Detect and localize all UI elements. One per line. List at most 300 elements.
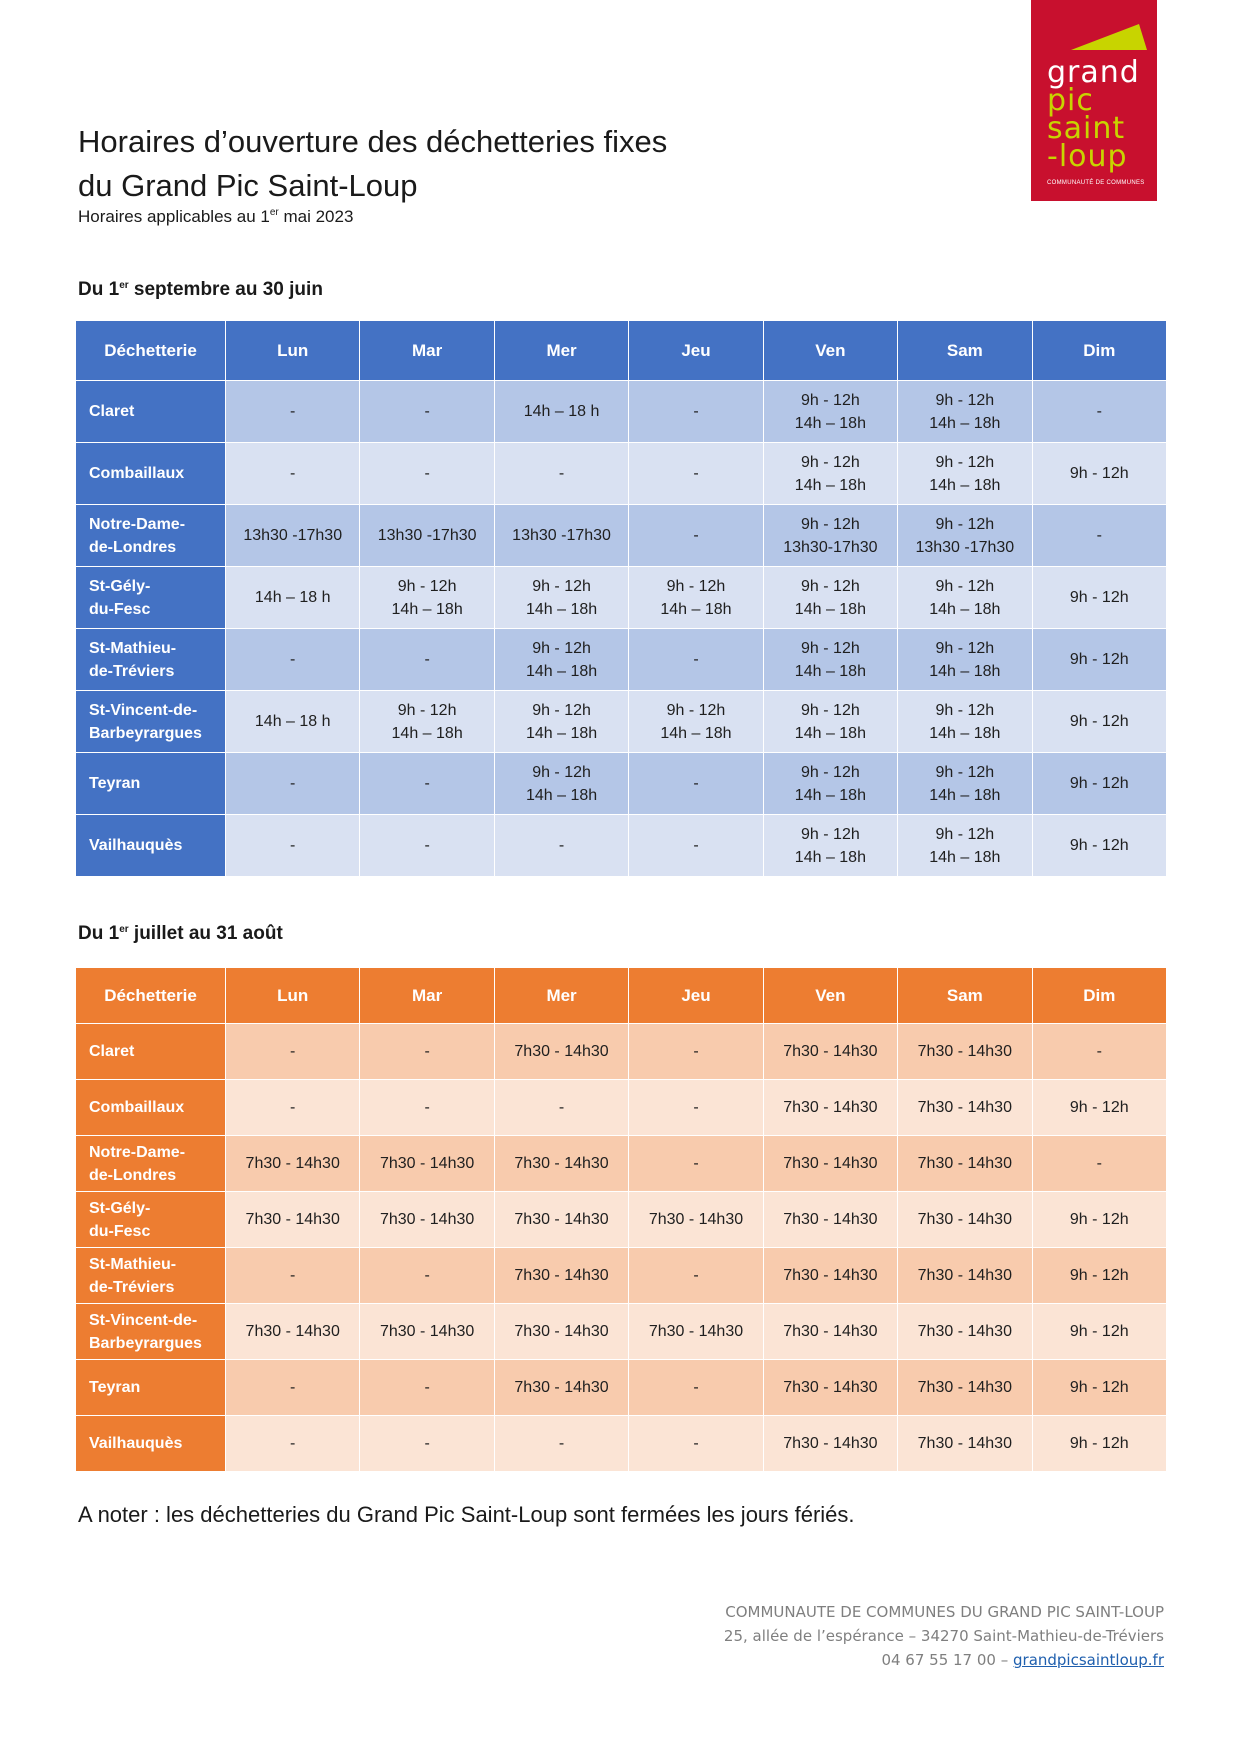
- schedule-table-july-august: [75, 967, 1167, 1472]
- logo-word-saint: saint: [1047, 111, 1126, 146]
- hours-cell: [763, 1304, 897, 1360]
- facility-name: [76, 753, 226, 815]
- hours-cell: [898, 1304, 1032, 1360]
- hours-line: -: [424, 651, 430, 668]
- hours-line: 7h30 - 14h30: [514, 1379, 609, 1396]
- table-row: [76, 1192, 1167, 1248]
- hours-line: 9h - 12h: [935, 701, 995, 719]
- hours-cell: [629, 381, 763, 443]
- hours-cell: [226, 1192, 360, 1248]
- hours-cell: [1032, 815, 1166, 877]
- hours-cell: [763, 1192, 897, 1248]
- hours-line: -: [290, 1379, 296, 1396]
- hours-cell: [226, 1024, 360, 1080]
- facility-name-line: Claret: [89, 1043, 135, 1060]
- column-header: Sam: [898, 321, 1032, 381]
- facility-name-line: de-Tréviers: [89, 1278, 175, 1296]
- hours-line: 9h - 12h: [1069, 775, 1129, 792]
- hours-line: 7h30 - 14h30: [783, 1323, 878, 1340]
- facility-name-line: Claret: [89, 403, 135, 420]
- hours-cell: [763, 1024, 897, 1080]
- hours-line: -: [558, 465, 565, 482]
- hours-line: 14h – 18h: [794, 724, 866, 742]
- hours-line: -: [290, 837, 296, 854]
- table-row: [76, 1416, 1167, 1472]
- footer-address: 25, allée de l’espérance – 34270 Saint-Mathieu-de-Tréviers: [723, 1627, 1164, 1645]
- facility-name: [76, 1360, 226, 1416]
- hours-line: -: [693, 837, 699, 854]
- hours-line: 9h - 12h: [801, 453, 860, 471]
- table-row: [76, 691, 1167, 753]
- hours-cell: [1032, 1192, 1166, 1248]
- facility-name: [76, 815, 226, 877]
- hours-line: 14h – 18h: [525, 786, 598, 804]
- column-header: Déchetterie: [76, 968, 226, 1024]
- hours-line: 7h30 - 14h30: [783, 1267, 878, 1284]
- hours-cell: [1032, 1080, 1166, 1136]
- footer: [724, 1600, 1164, 1672]
- hours-cell: [1032, 1248, 1166, 1304]
- hours-cell: [494, 815, 628, 877]
- column-header: Dim: [1032, 968, 1166, 1024]
- table-row: [76, 1024, 1167, 1080]
- hours-line: 9h - 12h: [935, 825, 995, 843]
- facility-name: [76, 567, 226, 629]
- facility-name: [76, 1192, 226, 1248]
- hours-line: 9h - 12h: [1069, 589, 1129, 606]
- hours-cell: [629, 1192, 763, 1248]
- hours-cell: [360, 1024, 494, 1080]
- hours-line: 14h – 18h: [525, 724, 598, 742]
- hours-line: 7h30 - 14h30: [514, 1155, 609, 1172]
- hours-cell: [494, 1304, 628, 1360]
- hours-line: 9h - 12h: [1069, 1323, 1129, 1340]
- hours-line: 9h - 12h: [935, 453, 995, 471]
- hours-line: 7h30 - 14h30: [648, 1323, 744, 1340]
- hours-line: -: [290, 1099, 296, 1116]
- hours-cell: [494, 381, 628, 443]
- hours-line: 7h30 - 14h30: [783, 1211, 878, 1228]
- hours-line: 9h - 12h: [935, 639, 995, 657]
- column-header: Dim: [1032, 321, 1166, 381]
- subtitle-date: mai 2023: [278, 207, 354, 226]
- table-row: [76, 753, 1167, 815]
- hours-line: 9h - 12h: [801, 639, 860, 657]
- hours-line: 9h - 12h: [397, 701, 457, 719]
- hours-line: 14h – 18h: [794, 476, 866, 494]
- table-row: [76, 505, 1167, 567]
- hours-line: 14h – 18h: [660, 600, 732, 618]
- hours-line: 14h – 18h: [794, 414, 866, 432]
- hours-cell: [1032, 567, 1166, 629]
- hours-cell: [494, 1136, 628, 1192]
- hours-cell: [494, 753, 628, 815]
- hours-cell: [763, 443, 897, 505]
- hours-cell: [629, 1080, 763, 1136]
- hours-line: 14h – 18h: [929, 724, 1001, 742]
- table-header-row: [76, 321, 1167, 381]
- hours-line: 7h30 - 14h30: [379, 1155, 475, 1172]
- hours-line: -: [693, 1043, 699, 1060]
- hours-cell: [226, 815, 360, 877]
- facility-name-line: Teyran: [89, 775, 141, 792]
- hours-line: -: [693, 1379, 699, 1396]
- period1-title-pre: Du 1: [78, 279, 120, 300]
- facility-name-line: St-Mathieu-: [89, 1255, 177, 1273]
- hours-line: 14h – 18h: [525, 600, 598, 618]
- table-row: [76, 1248, 1167, 1304]
- hours-cell: [898, 443, 1032, 505]
- table-row: [76, 381, 1167, 443]
- hours-cell: [763, 691, 897, 753]
- hours-line: -: [424, 1099, 430, 1116]
- facility-name-line: St-Gély-: [89, 577, 151, 595]
- grand-pic-saint-loup-logo: [1031, 0, 1157, 201]
- hours-cell: [1032, 753, 1166, 815]
- hours-cell: [763, 753, 897, 815]
- hours-line: 14h – 18 h: [254, 589, 331, 606]
- hours-cell: [629, 1416, 763, 1472]
- hours-cell: [629, 1304, 763, 1360]
- hours-line: 7h30 - 14h30: [514, 1323, 609, 1340]
- hours-line: 9h - 12h: [1069, 1099, 1129, 1116]
- hours-cell: [763, 567, 897, 629]
- facility-name-line: St-Vincent-de-: [89, 1311, 198, 1329]
- footer-contact: [724, 1648, 1164, 1672]
- footer-website-link[interactable]: grandpicsaintloup.fr: [1013, 1651, 1164, 1669]
- hours-cell: [763, 1136, 897, 1192]
- hours-line: 14h – 18h: [794, 662, 866, 680]
- hours-line: 7h30 - 14h30: [783, 1155, 878, 1172]
- table-row: [76, 1136, 1167, 1192]
- hours-cell: [629, 1136, 763, 1192]
- hours-line: 14h – 18h: [794, 848, 866, 866]
- hours-line: 14h – 18h: [391, 724, 463, 742]
- facility-name: [76, 505, 226, 567]
- footer-org: COMMUNAUTE DE COMMUNES DU GRAND PIC SAINT-LOUP: [725, 1603, 1164, 1621]
- page-title-line2: du Grand Pic Saint-Loup: [78, 168, 418, 203]
- hours-cell: [629, 1024, 763, 1080]
- hours-cell: [1032, 1416, 1166, 1472]
- hours-line: 9h - 12h: [1069, 1435, 1129, 1452]
- hours-cell: [763, 505, 897, 567]
- hours-line: 7h30 - 14h30: [245, 1323, 340, 1340]
- hours-line: -: [1096, 403, 1102, 420]
- hours-cell: [763, 815, 897, 877]
- table-header-row: [76, 968, 1167, 1024]
- hours-cell: [629, 629, 763, 691]
- hours-line: 7h30 - 14h30: [917, 1155, 1012, 1172]
- facility-name: [76, 1080, 226, 1136]
- period2-title-post: juillet au 31 août: [128, 923, 283, 944]
- hours-line: 7h30 - 14h30: [783, 1435, 878, 1452]
- hours-line: 9h - 12h: [935, 577, 995, 595]
- page-title-line1: Horaires d’ouverture des déchetteries fixes: [78, 124, 668, 159]
- hours-cell: [1032, 381, 1166, 443]
- facility-name-line: St-Mathieu-: [89, 639, 177, 657]
- hours-line: 7h30 - 14h30: [917, 1043, 1012, 1060]
- hours-cell: [763, 1248, 897, 1304]
- facility-name-line: Notre-Dame-: [89, 1143, 186, 1161]
- hours-cell: [898, 1416, 1032, 1472]
- hours-cell: [1032, 1304, 1166, 1360]
- column-header: Lun: [226, 321, 360, 381]
- hours-cell: [360, 1360, 494, 1416]
- facility-name: [76, 691, 226, 753]
- hours-cell: [898, 1136, 1032, 1192]
- hours-cell: [898, 629, 1032, 691]
- facility-name-line: St-Vincent-de-: [89, 701, 198, 719]
- hours-cell: [1032, 691, 1166, 753]
- hours-cell: [494, 1248, 628, 1304]
- hours-line: -: [693, 465, 699, 482]
- hours-cell: [898, 815, 1032, 877]
- hours-line: -: [290, 1043, 296, 1060]
- hours-line: 14h – 18 h: [254, 713, 331, 730]
- hours-line: 9h - 12h: [935, 763, 995, 781]
- hours-line: 9h - 12h: [1069, 837, 1129, 854]
- column-header: Mer: [494, 968, 628, 1024]
- hours-cell: [360, 1080, 494, 1136]
- hours-line: 13h30 -17h30: [915, 538, 1015, 556]
- hours-line: -: [424, 1379, 430, 1396]
- page-subtitle: [78, 207, 353, 227]
- facility-name: [76, 1248, 226, 1304]
- hours-cell: [226, 567, 360, 629]
- hours-line: 9h - 12h: [1069, 1211, 1129, 1228]
- hours-line: 9h - 12h: [801, 701, 860, 719]
- hours-line: -: [424, 465, 430, 482]
- hours-cell: [226, 1304, 360, 1360]
- hours-line: 13h30 -17h30: [243, 527, 343, 544]
- hours-line: 7h30 - 14h30: [917, 1435, 1012, 1452]
- hours-cell: [494, 1024, 628, 1080]
- hours-cell: [226, 1080, 360, 1136]
- hours-cell: [898, 691, 1032, 753]
- period1-title: [78, 279, 323, 301]
- hours-line: -: [693, 775, 699, 792]
- hours-cell: [629, 753, 763, 815]
- hours-line: 9h - 12h: [1069, 465, 1129, 482]
- hours-line: 13h30 -17h30: [377, 527, 477, 544]
- hours-line: 7h30 - 14h30: [245, 1155, 340, 1172]
- hours-line: 14h – 18h: [794, 600, 866, 618]
- facility-name-line: Barbeyrargues: [89, 724, 202, 742]
- hours-line: 14h – 18h: [660, 724, 732, 742]
- hours-cell: [494, 1080, 628, 1136]
- hours-line: -: [693, 1267, 699, 1284]
- hours-line: -: [558, 1099, 565, 1116]
- hours-cell: [763, 1416, 897, 1472]
- hours-cell: [360, 1304, 494, 1360]
- hours-cell: [494, 567, 628, 629]
- hours-line: 9h - 12h: [532, 763, 591, 781]
- hours-cell: [1032, 1136, 1166, 1192]
- hours-line: 14h – 18h: [929, 414, 1001, 432]
- facility-name: [76, 1416, 226, 1472]
- hours-cell: [629, 1360, 763, 1416]
- hours-line: 9h - 12h: [397, 577, 457, 595]
- hours-cell: [898, 567, 1032, 629]
- hours-line: 9h - 12h: [801, 391, 860, 409]
- hours-line: 7h30 - 14h30: [514, 1043, 609, 1060]
- facility-name-line: de-Tréviers: [89, 662, 175, 680]
- hours-line: -: [290, 1267, 296, 1284]
- hours-line: -: [693, 651, 699, 668]
- column-header: Sam: [898, 968, 1032, 1024]
- facility-name-line: Notre-Dame-: [89, 515, 186, 533]
- hours-line: 9h - 12h: [801, 763, 860, 781]
- hours-line: -: [693, 1155, 699, 1172]
- hours-line: 14h – 18 h: [523, 403, 600, 420]
- hours-cell: [360, 505, 494, 567]
- hours-cell: [226, 1136, 360, 1192]
- hours-line: -: [290, 651, 296, 668]
- hours-cell: [360, 381, 494, 443]
- hours-line: 7h30 - 14h30: [245, 1211, 340, 1228]
- hours-cell: [494, 443, 628, 505]
- hours-line: -: [693, 1099, 699, 1116]
- hours-cell: [763, 381, 897, 443]
- hours-cell: [226, 443, 360, 505]
- facility-name-line: du-Fesc: [89, 1222, 151, 1240]
- hours-line: 14h – 18h: [391, 600, 463, 618]
- schedule-table-september-june: [75, 320, 1167, 877]
- hours-line: 7h30 - 14h30: [783, 1043, 878, 1060]
- hours-cell: [226, 1360, 360, 1416]
- holiday-note: A noter : les déchetteries du Grand Pic Saint-Loup sont fermées les jours fériés.: [78, 1502, 855, 1527]
- hours-line: 13h30 -17h30: [512, 527, 611, 544]
- hours-cell: [360, 691, 494, 753]
- table-row: [76, 1304, 1167, 1360]
- hours-cell: [360, 1248, 494, 1304]
- facility-name: [76, 1136, 226, 1192]
- hours-line: 7h30 - 14h30: [917, 1211, 1012, 1228]
- footer-phone: 04 67 55 17 00 –: [881, 1651, 1013, 1669]
- hours-cell: [898, 505, 1032, 567]
- hours-cell: [226, 505, 360, 567]
- hours-line: -: [558, 837, 565, 854]
- hours-cell: [226, 1416, 360, 1472]
- hours-line: 9h - 12h: [801, 515, 860, 533]
- hours-cell: [898, 1248, 1032, 1304]
- facility-name: [76, 1024, 226, 1080]
- hours-line: -: [693, 527, 699, 544]
- hours-cell: [629, 1248, 763, 1304]
- facility-name-line: Combaillaux: [89, 1099, 185, 1116]
- hours-line: -: [424, 1267, 430, 1284]
- hours-line: -: [558, 1435, 565, 1452]
- hours-line: -: [1096, 1155, 1102, 1172]
- column-header: Déchetterie: [76, 321, 226, 381]
- hours-line: 9h - 12h: [532, 577, 591, 595]
- hours-line: -: [693, 1435, 699, 1452]
- hours-line: 7h30 - 14h30: [917, 1267, 1012, 1284]
- hours-cell: [226, 691, 360, 753]
- hours-cell: [763, 629, 897, 691]
- logo-tagline: COMMUNAUTÉ DE COMMUNES: [1047, 180, 1145, 186]
- hours-cell: [898, 1024, 1032, 1080]
- hours-cell: [226, 753, 360, 815]
- facility-name-line: du-Fesc: [89, 600, 151, 618]
- facility-name-line: St-Gély-: [89, 1199, 151, 1217]
- facility-name: [76, 629, 226, 691]
- hours-cell: [360, 1192, 494, 1248]
- hours-line: -: [424, 403, 430, 420]
- hours-line: 14h – 18h: [929, 662, 1001, 680]
- logo-word-loup: -loup: [1047, 139, 1128, 174]
- hours-line: 9h - 12h: [801, 825, 860, 843]
- period2-title-pre: Du 1: [78, 923, 120, 944]
- facility-name: [76, 1304, 226, 1360]
- hours-cell: [629, 691, 763, 753]
- hours-cell: [1032, 629, 1166, 691]
- hours-line: 7h30 - 14h30: [379, 1211, 475, 1228]
- hours-cell: [1032, 505, 1166, 567]
- hours-cell: [629, 815, 763, 877]
- hours-line: 9h - 12h: [935, 391, 995, 409]
- hours-line: 14h – 18h: [525, 662, 598, 680]
- hours-line: 7h30 - 14h30: [514, 1211, 609, 1228]
- hours-line: 7h30 - 14h30: [917, 1379, 1012, 1396]
- hours-line: 7h30 - 14h30: [917, 1099, 1012, 1116]
- hours-line: 7h30 - 14h30: [783, 1379, 878, 1396]
- facility-name-line: Combaillaux: [89, 465, 185, 482]
- subtitle-sup: er: [269, 207, 279, 218]
- hours-cell: [360, 1136, 494, 1192]
- hours-cell: [898, 1080, 1032, 1136]
- hours-cell: [360, 629, 494, 691]
- period2-title: [78, 923, 283, 945]
- column-header: Ven: [763, 321, 897, 381]
- hours-cell: [494, 1360, 628, 1416]
- hours-cell: [898, 381, 1032, 443]
- hours-line: 9h - 12h: [1069, 1267, 1129, 1284]
- hours-cell: [494, 629, 628, 691]
- hours-line: 7h30 - 14h30: [648, 1211, 744, 1228]
- column-header: Jeu: [629, 321, 763, 381]
- facility-name-line: de-Londres: [89, 1166, 177, 1184]
- period2-title-sup: er: [119, 924, 129, 935]
- period1-title-sup: er: [119, 280, 129, 291]
- table-row: [76, 1080, 1167, 1136]
- hours-cell: [494, 505, 628, 567]
- subtitle-text: Horaires applicables au 1: [78, 207, 270, 226]
- hours-line: 14h – 18h: [929, 476, 1001, 494]
- hours-cell: [360, 1416, 494, 1472]
- column-header: Mar: [360, 321, 494, 381]
- table-row: [76, 567, 1167, 629]
- hours-line: 9h - 12h: [935, 515, 995, 533]
- facility-name-line: Barbeyrargues: [89, 1334, 202, 1352]
- table-row: [76, 443, 1167, 505]
- hours-cell: [898, 753, 1032, 815]
- hours-cell: [629, 443, 763, 505]
- hours-line: 13h30-17h30: [783, 538, 878, 556]
- logo-mountain-icon: [1071, 22, 1147, 56]
- hours-cell: [494, 1416, 628, 1472]
- logo-word-pic: pic: [1047, 83, 1094, 118]
- hours-line: -: [290, 775, 296, 792]
- column-header: Jeu: [629, 968, 763, 1024]
- hours-line: -: [1096, 527, 1102, 544]
- table-row: [76, 629, 1167, 691]
- column-header: Ven: [763, 968, 897, 1024]
- hours-line: -: [693, 403, 699, 420]
- hours-line: 14h – 18h: [929, 848, 1001, 866]
- period1-title-post: septembre au 30 juin: [128, 279, 323, 300]
- hours-line: -: [1096, 1043, 1102, 1060]
